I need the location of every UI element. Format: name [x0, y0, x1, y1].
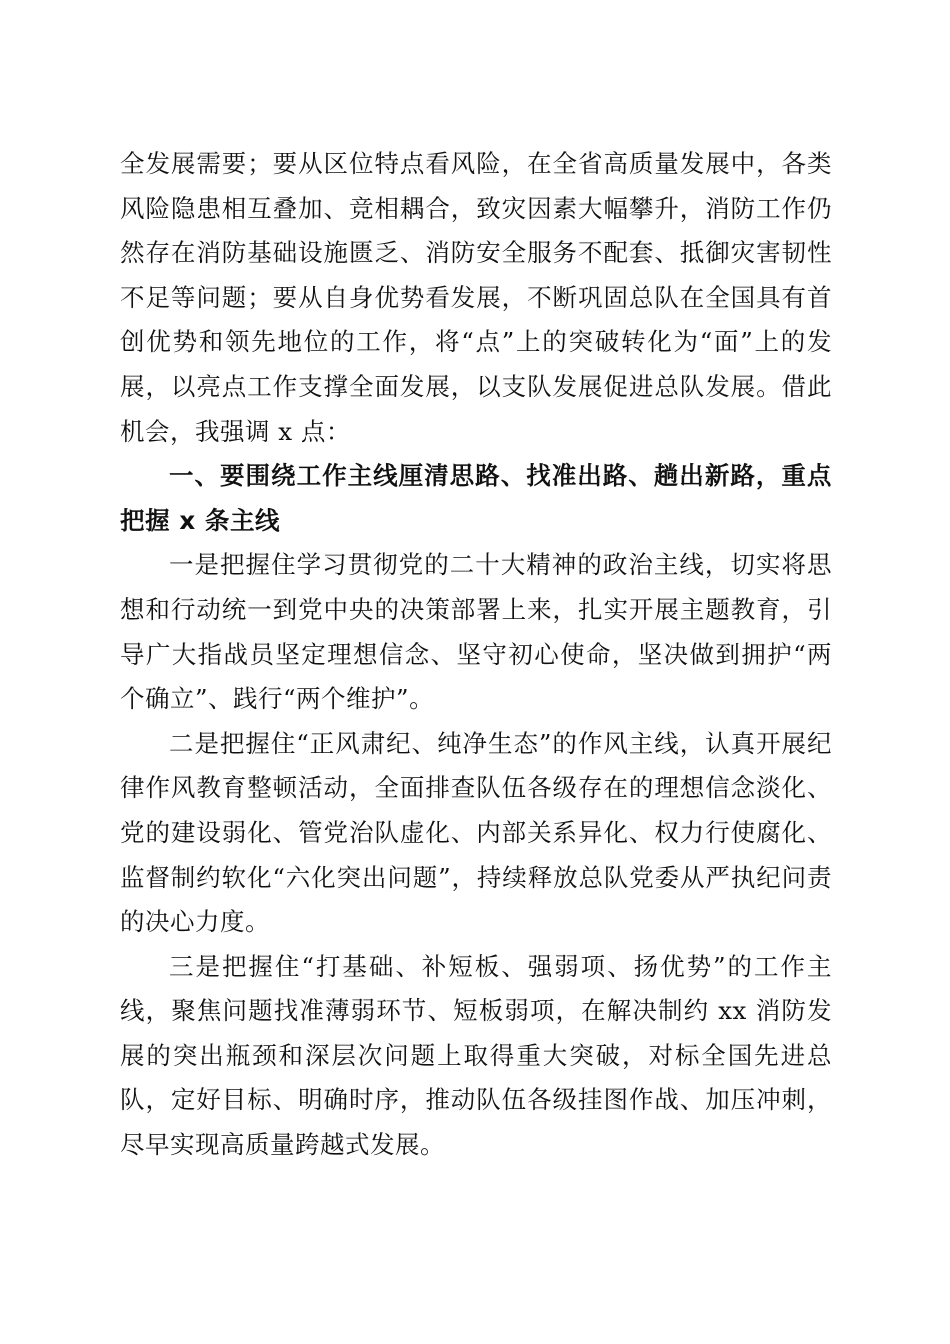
body-paragraph-first-line: 一是把握住学习贯彻党的二十大精神的政治主线，切实将思想和行动统一到党中央的决策部署上来，扎实开展主题教育，引导广大指战员坚定理想信念、坚守初心使命，坚决做到拥护“两个确立”、践行“两个维护”。	[120, 550, 832, 714]
body-paragraph-second-line: 二是把握住“正风肃纪、纯净生态”的作风主线，认真开展纪律作风教育整顿活动，全面排查队伍各级存在的理想信念淡化、党的建设弱化、管党治队虚化、内部关系异化、权力行使腐化、监督制约软化“六化突出问题”，持续释放总队党委从严执纪问责的决心力度。	[120, 728, 832, 937]
body-paragraph-continuation: 全发展需要；要从区位特点看风险，在全省高质量发展中，各类风险隐患相互叠加、竞相耦合，致灾因素大幅攀升，消防工作仍然存在消防基础设施匮乏、消防安全服务不配套、抵御灾害韧性不足等问题；要从自身优势看发展，不断巩固总队在全国具有首创优势和领先地位的工作，将“点”上的突破转化为“面”上的发展，以亮点工作支撑全面发展，以支队发展促进总队发展。借此机会，我强调 x 点：	[120, 149, 832, 446]
document-page	[120, 142, 832, 1168]
body-paragraph-third-line: 三是把握住“打基础、补短板、强弱项、扬优势”的工作主线，聚焦问题找准薄弱环节、短板弱项，在解决制约 xx 消防发展的突出瓶颈和深层次问题上取得重大突破，对标全国先进总队，定好目标、明确时序，推动队伍各级挂图作战、加压冲刺，尽早实现高质量跨越式发展。	[120, 951, 832, 1160]
section-heading: 一、要围绕工作主线厘清思路、找准出路、趟出新路，重点把握 x 条主线	[120, 461, 832, 535]
